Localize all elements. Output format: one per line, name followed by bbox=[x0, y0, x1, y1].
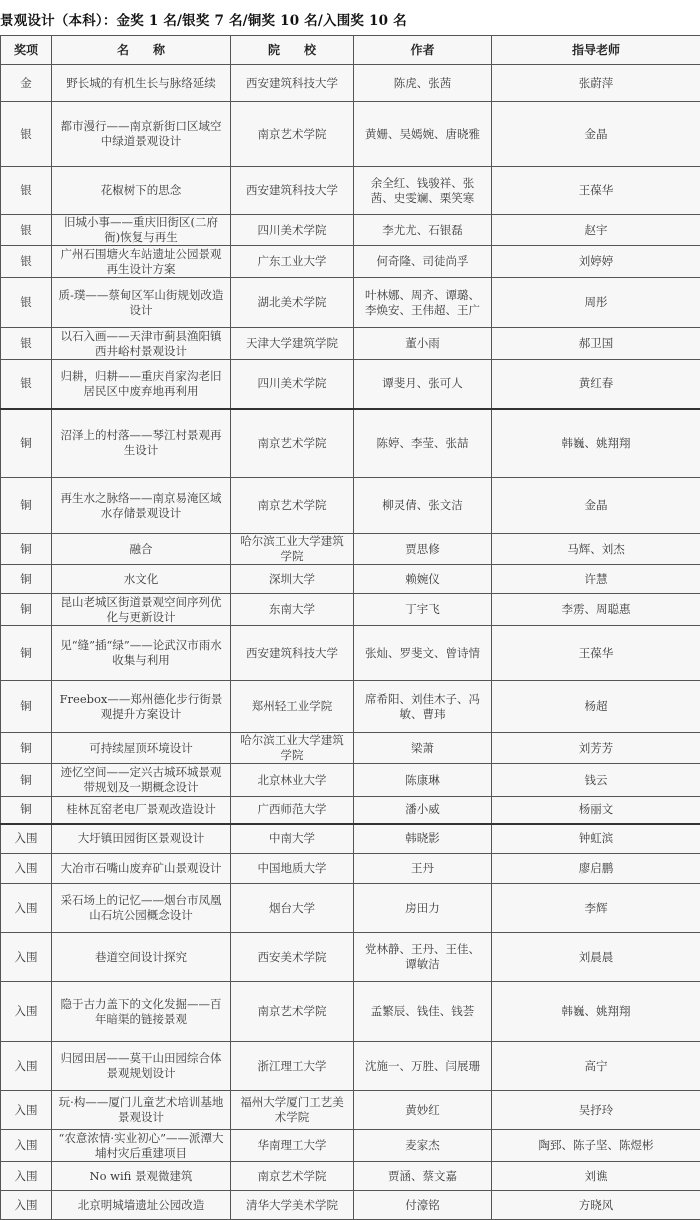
table-row bbox=[1, 681, 700, 733]
authors-cell: 席希阳、刘佳木子、冯敏、曹玮 bbox=[354, 681, 492, 733]
name-cell: No wifi 景观微建筑 bbox=[52, 1162, 231, 1191]
school-cell: 哈尔滨工业大学建筑学院 bbox=[231, 733, 354, 764]
award-cell: 入围 bbox=[1, 884, 52, 933]
name-cell: 见“缝”插“绿”——论武汉市雨水收集与利用 bbox=[52, 626, 231, 681]
award-cell: 银 bbox=[1, 328, 52, 360]
table-row bbox=[1, 102, 700, 167]
advisor-cell: 王葆华 bbox=[492, 167, 700, 215]
school-cell: 西安建筑科技大学 bbox=[231, 65, 354, 102]
school-cell: 西安建筑科技大学 bbox=[231, 167, 354, 215]
authors-cell: 沈施一、万胜、闫展珊 bbox=[354, 1042, 492, 1091]
school-cell: 南京艺术学院 bbox=[231, 478, 354, 534]
name-cell: 归园田居——莫干山田园综合体景观规划设计 bbox=[52, 1042, 231, 1091]
name-cell: 沼泽上的村落——琴江村景观再生设计 bbox=[52, 409, 231, 478]
advisor-cell: 刘芳芳 bbox=[492, 733, 700, 764]
award-cell: 入围 bbox=[1, 1191, 52, 1220]
name-cell: 野长城的有机生长与脉络延续 bbox=[52, 65, 231, 102]
advisor-cell: 金晶 bbox=[492, 478, 700, 534]
name-cell: 昆山老城区街道景观空间序列优化与更新设计 bbox=[52, 594, 231, 626]
award-cell: 铜 bbox=[1, 478, 52, 534]
school-cell: 南京艺术学院 bbox=[231, 982, 354, 1042]
name-cell: 大圩镇田园街区景观设计 bbox=[52, 824, 231, 854]
award-cell: 铜 bbox=[1, 681, 52, 733]
school-cell: 广西师范大学 bbox=[231, 797, 354, 824]
award-cell: 铜 bbox=[1, 409, 52, 478]
table-row bbox=[1, 478, 700, 534]
award-cell: 铜 bbox=[1, 534, 52, 565]
authors-cell: 韩晓影 bbox=[354, 824, 492, 854]
school-cell: 天津大学建筑学院 bbox=[231, 328, 354, 360]
table-row bbox=[1, 1042, 700, 1091]
authors-cell: 黄妙红 bbox=[354, 1091, 492, 1130]
award-cell: 金 bbox=[1, 65, 52, 102]
authors-cell: 李尤尤、石银磊 bbox=[354, 215, 492, 246]
authors-cell: 贾思修 bbox=[354, 534, 492, 565]
advisor-cell: 刘婷婷 bbox=[492, 246, 700, 278]
advisor-cell: 金晶 bbox=[492, 102, 700, 167]
table-row bbox=[1, 360, 700, 409]
name-cell: 采石场上的记忆——烟台市凤凰山石坑公园概念设计 bbox=[52, 884, 231, 933]
name-cell: 融合 bbox=[52, 534, 231, 565]
name-cell: 可持续屋顶环境设计 bbox=[52, 733, 231, 764]
authors-cell: 陈康琳 bbox=[354, 764, 492, 797]
award-cell: 入围 bbox=[1, 1130, 52, 1162]
authors-cell: 董小雨 bbox=[354, 328, 492, 360]
award-cell: 铜 bbox=[1, 733, 52, 764]
advisor-cell: 周彤 bbox=[492, 278, 700, 328]
school-cell: 四川美术学院 bbox=[231, 215, 354, 246]
award-cell: 入围 bbox=[1, 824, 52, 854]
table-row bbox=[1, 1162, 700, 1191]
authors-cell: 陈虎、张茜 bbox=[354, 65, 492, 102]
authors-cell: 谭斐月、张可人 bbox=[354, 360, 492, 409]
award-cell: 入围 bbox=[1, 1091, 52, 1130]
award-cell: 银 bbox=[1, 167, 52, 215]
name-cell: 广州石围塘火车站遗址公园景观再生设计方案 bbox=[52, 246, 231, 278]
authors-cell: 赖婉仪 bbox=[354, 565, 492, 594]
name-cell: 归耕，归耕——重庆肖家沟老旧居民区中废弃地再利用 bbox=[52, 360, 231, 409]
table-body bbox=[1, 65, 700, 1220]
school-cell: 郑州轻工业学院 bbox=[231, 681, 354, 733]
header-name: 名 称 bbox=[52, 36, 231, 65]
table-row bbox=[1, 534, 700, 565]
advisor-cell: 陶郅、陈子坚、陈煜彬 bbox=[492, 1130, 700, 1162]
table-row bbox=[1, 328, 700, 360]
school-cell: 深圳大学 bbox=[231, 565, 354, 594]
page-title: 景观设计（本科）：金奖 1 名/银奖 7 名/铜奖 10 名/入围奖 10 名 bbox=[0, 9, 407, 29]
authors-cell: 党林静、王丹、王佳、谭敏洁 bbox=[354, 933, 492, 982]
header-award: 奖项 bbox=[1, 36, 52, 65]
school-cell: 烟台大学 bbox=[231, 884, 354, 933]
advisor-cell: 吴抒玲 bbox=[492, 1091, 700, 1130]
table-row bbox=[1, 764, 700, 797]
advisor-cell: 钟虹滨 bbox=[492, 824, 700, 854]
award-cell: 铜 bbox=[1, 594, 52, 626]
table-row bbox=[1, 884, 700, 933]
advisor-cell: 黄红春 bbox=[492, 360, 700, 409]
authors-cell: 梁萧 bbox=[354, 733, 492, 764]
authors-cell: 潘小威 bbox=[354, 797, 492, 824]
name-cell: 都市漫行——南京新街口区域空中绿道景观设计 bbox=[52, 102, 231, 167]
school-cell: 南京艺术学院 bbox=[231, 102, 354, 167]
name-cell: 玩·构——厦门儿童艺术培训基地景观设计 bbox=[52, 1091, 231, 1130]
authors-cell: 付濠铭 bbox=[354, 1191, 492, 1220]
school-cell: 西安建筑科技大学 bbox=[231, 626, 354, 681]
name-cell: 花椒树下的思念 bbox=[52, 167, 231, 215]
school-cell: 中国地质大学 bbox=[231, 854, 354, 884]
advisor-cell: 方晓风 bbox=[492, 1191, 700, 1220]
table-row bbox=[1, 65, 700, 102]
award-cell: 银 bbox=[1, 360, 52, 409]
table-row bbox=[1, 824, 700, 854]
authors-cell: 丁宇飞 bbox=[354, 594, 492, 626]
award-cell: 银 bbox=[1, 215, 52, 246]
authors-cell: 叶林娜、周齐、谭璐、李焕安、王伟超、王广 bbox=[354, 278, 492, 328]
name-cell: 巷道空间设计探究 bbox=[52, 933, 231, 982]
name-cell: 迹忆空间——定兴古城环城景观带规划及一期概念设计 bbox=[52, 764, 231, 797]
award-cell: 银 bbox=[1, 246, 52, 278]
table-row bbox=[1, 1130, 700, 1162]
award-cell: 入围 bbox=[1, 982, 52, 1042]
advisor-cell: 王葆华 bbox=[492, 626, 700, 681]
table-row bbox=[1, 409, 700, 478]
advisor-cell: 郝卫国 bbox=[492, 328, 700, 360]
name-cell: 质-璞——蔡甸区军山街规划改造设计 bbox=[52, 278, 231, 328]
authors-cell: 房田力 bbox=[354, 884, 492, 933]
school-cell: 中南大学 bbox=[231, 824, 354, 854]
advisor-cell: 赵宇 bbox=[492, 215, 700, 246]
advisor-cell: 韩巍、姚翔翔 bbox=[492, 409, 700, 478]
advisor-cell: 杨丽文 bbox=[492, 797, 700, 824]
award-cell: 银 bbox=[1, 278, 52, 328]
table-row bbox=[1, 1091, 700, 1130]
name-cell: 北京明城墙遗址公园改造 bbox=[52, 1191, 231, 1220]
table-row bbox=[1, 1191, 700, 1220]
authors-cell: 张灿、罗斐文、曾诗情 bbox=[354, 626, 492, 681]
advisor-cell: 刘晨晨 bbox=[492, 933, 700, 982]
name-cell: “农意浓情·实业初心”——派潭大埔村灾后重建项目 bbox=[52, 1130, 231, 1162]
table-row bbox=[1, 982, 700, 1042]
advisor-cell: 钱云 bbox=[492, 764, 700, 797]
award-cell: 入围 bbox=[1, 1162, 52, 1191]
award-cell: 入围 bbox=[1, 933, 52, 982]
authors-cell: 余全红、钱骏祥、张茜、史雯斓、栗笑寒 bbox=[354, 167, 492, 215]
award-cell: 铜 bbox=[1, 626, 52, 681]
table-header-row bbox=[1, 36, 700, 65]
school-cell: 广东工业大学 bbox=[231, 246, 354, 278]
table-row bbox=[1, 167, 700, 215]
advisor-cell: 许慧 bbox=[492, 565, 700, 594]
authors-cell: 何奇隆、司徒尚孚 bbox=[354, 246, 492, 278]
school-cell: 西安美术学院 bbox=[231, 933, 354, 982]
authors-cell: 陈婷、李莹、张喆 bbox=[354, 409, 492, 478]
award-cell: 铜 bbox=[1, 764, 52, 797]
name-cell: 桂林瓦窑老电厂景观改造设计 bbox=[52, 797, 231, 824]
table-row bbox=[1, 565, 700, 594]
table-row bbox=[1, 278, 700, 328]
awards-table bbox=[0, 35, 700, 1220]
advisor-cell: 廖启鹏 bbox=[492, 854, 700, 884]
name-cell: 旧城小事——重庆旧街区(二府衙)恢复与再生 bbox=[52, 215, 231, 246]
header-advisor: 指导老师 bbox=[492, 36, 700, 65]
advisor-cell: 高宁 bbox=[492, 1042, 700, 1091]
table-row bbox=[1, 594, 700, 626]
school-cell: 北京林业大学 bbox=[231, 764, 354, 797]
name-cell: 以石入画——天津市蓟县渔阳镇西井峪村景观设计 bbox=[52, 328, 231, 360]
advisor-cell: 马辉、刘杰 bbox=[492, 534, 700, 565]
name-cell: 隐于古力盖下的文化发掘——百年暗渠的链接景观 bbox=[52, 982, 231, 1042]
advisor-cell: 李雳、周聪惠 bbox=[492, 594, 700, 626]
authors-cell: 孟繁辰、钱佳、钱荟 bbox=[354, 982, 492, 1042]
header-authors: 作者 bbox=[354, 36, 492, 65]
school-cell: 福州大学厦门工艺美术学院 bbox=[231, 1091, 354, 1130]
school-cell: 华南理工大学 bbox=[231, 1130, 354, 1162]
school-cell: 南京艺术学院 bbox=[231, 1162, 354, 1191]
award-cell: 银 bbox=[1, 102, 52, 167]
school-cell: 东南大学 bbox=[231, 594, 354, 626]
award-cell: 铜 bbox=[1, 797, 52, 824]
school-cell: 浙江理工大学 bbox=[231, 1042, 354, 1091]
authors-cell: 王丹 bbox=[354, 854, 492, 884]
authors-cell: 麦家杰 bbox=[354, 1130, 492, 1162]
authors-cell: 柳灵倩、张文洁 bbox=[354, 478, 492, 534]
table-row bbox=[1, 626, 700, 681]
school-cell: 清华大学美术学院 bbox=[231, 1191, 354, 1220]
advisor-cell: 刘谯 bbox=[492, 1162, 700, 1191]
authors-cell: 黄姗、吴嫣婉、唐晓雅 bbox=[354, 102, 492, 167]
table-row bbox=[1, 246, 700, 278]
table-row bbox=[1, 215, 700, 246]
school-cell: 湖北美术学院 bbox=[231, 278, 354, 328]
name-cell: 大冶市石嘴山废弃矿山景观设计 bbox=[52, 854, 231, 884]
school-cell: 哈尔滨工业大学建筑学院 bbox=[231, 534, 354, 565]
advisor-cell: 李辉 bbox=[492, 884, 700, 933]
table-row bbox=[1, 854, 700, 884]
name-cell: 水文化 bbox=[52, 565, 231, 594]
award-cell: 入围 bbox=[1, 1042, 52, 1091]
name-cell: Freebox——郑州德化步行街景观提升方案设计 bbox=[52, 681, 231, 733]
school-cell: 四川美术学院 bbox=[231, 360, 354, 409]
authors-cell: 贾涵、蔡文嘉 bbox=[354, 1162, 492, 1191]
advisor-cell: 杨超 bbox=[492, 681, 700, 733]
table-row bbox=[1, 797, 700, 824]
school-cell: 南京艺术学院 bbox=[231, 409, 354, 478]
name-cell: 再生水之脉络——南京易淹区域水存储景观设计 bbox=[52, 478, 231, 534]
header-school: 院 校 bbox=[231, 36, 354, 65]
advisor-cell: 张蔚萍 bbox=[492, 65, 700, 102]
advisor-cell: 韩巍、姚翔翔 bbox=[492, 982, 700, 1042]
table-row bbox=[1, 933, 700, 982]
table-row bbox=[1, 733, 700, 764]
award-cell: 铜 bbox=[1, 565, 52, 594]
award-cell: 入围 bbox=[1, 854, 52, 884]
